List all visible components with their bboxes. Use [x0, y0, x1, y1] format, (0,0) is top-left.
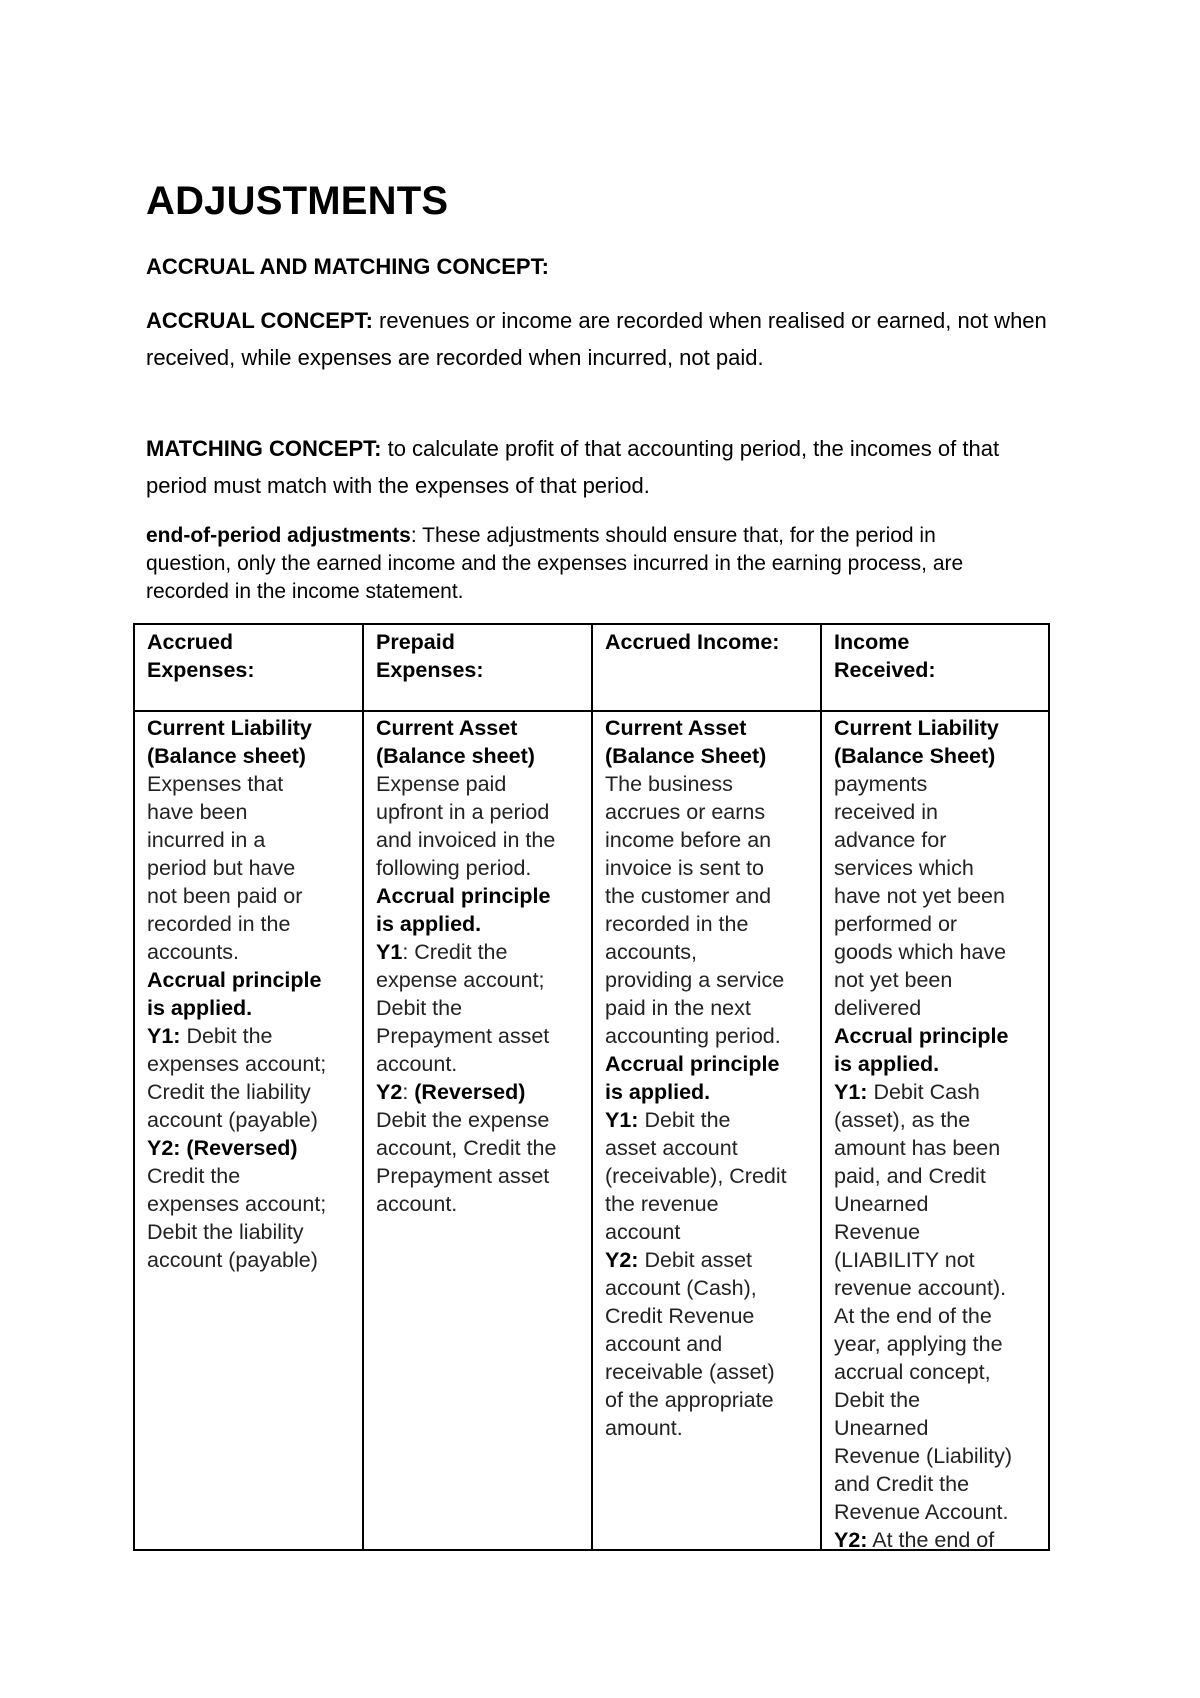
accrual-concept-text: revenues or income are recorded when realised or earned, not when received, while expenses are recorded when incurred, not paid.	[146, 308, 1047, 370]
cell-line: following period.	[376, 856, 532, 880]
cell-line: Revenue	[834, 1220, 921, 1244]
cell-line: Debit the	[376, 996, 463, 1020]
cell-line: account	[605, 1220, 681, 1244]
end-of-period-label: end-of-period adjustments	[146, 524, 411, 547]
matching-concept-text: to calculate profit of that accounting period, the incomes of that period must match with the expenses of that period.	[146, 436, 1000, 498]
cell-line: recorded in the	[147, 912, 291, 936]
bold-text: Y2:	[834, 1528, 868, 1552]
cell-income-received	[822, 714, 1050, 1554]
end-of-period-paragraph	[146, 522, 1016, 606]
cell-text: Debit asset	[638, 1248, 752, 1272]
cell-text: : Credit the	[402, 940, 508, 964]
cell-line	[605, 1106, 814, 1134]
cell-line: year, applying the	[834, 1332, 1003, 1356]
cell-line: is applied.	[605, 1080, 711, 1104]
cell-line: account.	[376, 1052, 458, 1076]
cell-line	[834, 1526, 1042, 1554]
cell-line: advance for	[834, 828, 947, 852]
cell-line: period but have	[147, 856, 296, 880]
cell-line: Accrual principle	[605, 1052, 780, 1076]
cell-line: Expenses that	[147, 772, 284, 796]
cell-line: accounting period.	[605, 1024, 781, 1048]
cell-line: services which	[834, 856, 974, 880]
cell-line: Current Liability	[834, 716, 999, 740]
header-line: Prepaid	[376, 630, 455, 654]
cell-line: account (payable)	[147, 1108, 318, 1132]
cell-line: Credit the	[147, 1164, 241, 1188]
cell-line: not yet been	[834, 968, 953, 992]
header-line: Accrued Income:	[605, 630, 780, 654]
cell-line	[147, 1022, 356, 1050]
cell-line: paid in the next	[605, 996, 751, 1020]
cell-line: expenses account;	[147, 1192, 327, 1216]
header-divider	[135, 710, 1048, 712]
adjustments-table	[133, 623, 1050, 1551]
cell-line: goods which have	[834, 940, 1007, 964]
cell-line: incurred in a	[147, 828, 266, 852]
cell-line: delivered	[834, 996, 922, 1020]
bold-text: Y2	[376, 1080, 403, 1104]
cell-accrued-income	[593, 714, 822, 1442]
cell-line: account.	[376, 1192, 458, 1216]
cell-line: paid, and Credit	[834, 1164, 986, 1188]
cell-line: (Balance sheet)	[376, 744, 535, 768]
cell-line: have not yet been	[834, 884, 1005, 908]
cell-line: providing a service	[605, 968, 785, 992]
bold-text: Y1:	[147, 1024, 181, 1048]
header-prepaid-expenses	[364, 628, 593, 708]
cell-line: and Credit the	[834, 1472, 970, 1496]
matching-concept-paragraph	[146, 430, 1056, 504]
cell-line: account, Credit the	[376, 1136, 557, 1160]
cell-line: Expense paid	[376, 772, 507, 796]
cell-text: Debit Cash	[867, 1080, 980, 1104]
cell-line: expense account;	[376, 968, 545, 992]
cell-line: asset account	[605, 1136, 738, 1160]
cell-line: recorded in the	[605, 912, 749, 936]
cell-line: Prepayment asset	[376, 1024, 550, 1048]
cell-line: the revenue	[605, 1192, 719, 1216]
cell-line: invoice is sent to	[605, 856, 764, 880]
header-line: Expenses:	[376, 658, 484, 682]
section-heading: ACCRUAL AND MATCHING CONCEPT:	[146, 254, 549, 279]
cell-line: Y2: (Reversed)	[147, 1136, 298, 1160]
header-accrued-expenses	[135, 628, 364, 708]
header-line: Expenses:	[147, 658, 255, 682]
cell-line: accrues or earns	[605, 800, 766, 824]
cell-line: is applied.	[376, 912, 482, 936]
accrual-concept-paragraph	[146, 302, 1056, 376]
cell-line: is applied.	[147, 996, 253, 1020]
cell-line: Unearned	[834, 1192, 929, 1216]
cell-line: amount.	[605, 1416, 683, 1440]
bold-text: Y2:	[605, 1248, 639, 1272]
cell-line: Accrual principle	[834, 1024, 1009, 1048]
cell-line: Credit Revenue	[605, 1304, 755, 1328]
cell-line: (Balance Sheet)	[834, 744, 996, 768]
cell-line: Credit the liability	[147, 1080, 311, 1104]
cell-line: Debit the	[834, 1388, 921, 1412]
header-line: Accrued	[147, 630, 234, 654]
cell-line: (receivable), Credit	[605, 1164, 787, 1188]
cell-line: The business	[605, 772, 733, 796]
cell-line: of the appropriate	[605, 1388, 774, 1412]
cell-line: Accrual principle	[376, 884, 551, 908]
cell-line	[376, 938, 585, 966]
cell-text: Debit the	[180, 1024, 273, 1048]
cell-line: received in	[834, 800, 938, 824]
cell-line: have been	[147, 800, 248, 824]
cell-text: Debit the	[638, 1108, 731, 1132]
cell-accrued-expenses	[135, 714, 364, 1274]
cell-line: expenses account;	[147, 1052, 327, 1076]
matching-concept-label: MATCHING CONCEPT:	[146, 436, 382, 461]
cell-line: performed or	[834, 912, 958, 936]
cell-line: (Balance Sheet)	[605, 744, 767, 768]
cell-line	[605, 1246, 814, 1274]
cell-line: receivable (asset)	[605, 1360, 775, 1384]
cell-line: Revenue Account.	[834, 1500, 1009, 1524]
cell-line	[834, 1078, 1042, 1106]
bold-text: Y1:	[605, 1108, 639, 1132]
cell-line: Current Liability	[147, 716, 312, 740]
cell-prepaid-expenses	[364, 714, 593, 1218]
cell-line: not been paid or	[147, 884, 303, 908]
cell-line: is applied.	[834, 1052, 940, 1076]
accrual-concept-label: ACCRUAL CONCEPT:	[146, 308, 373, 333]
bold-text: Y1:	[834, 1080, 868, 1104]
cell-line	[376, 1078, 585, 1106]
cell-line: Prepayment asset	[376, 1164, 550, 1188]
cell-line: Debit the expense	[376, 1108, 550, 1132]
cell-line: account and	[605, 1332, 723, 1356]
cell-text: :	[402, 1080, 415, 1104]
cell-text: At the end of	[867, 1528, 995, 1552]
cell-line: payments	[834, 772, 928, 796]
cell-line: Unearned	[834, 1416, 929, 1440]
bold-text: Y1	[376, 940, 403, 964]
cell-line: accounts,	[605, 940, 698, 964]
cell-line: income before an	[605, 828, 772, 852]
cell-line: (Balance sheet)	[147, 744, 306, 768]
cell-line: Current Asset	[376, 716, 518, 740]
cell-line: Accrual principle	[147, 968, 322, 992]
cell-line: (LIABILITY not	[834, 1248, 975, 1272]
header-accrued-income	[593, 628, 822, 708]
cell-line: amount has been	[834, 1136, 1001, 1160]
header-income-received	[822, 628, 1050, 708]
cell-line: account (payable)	[147, 1248, 318, 1272]
cell-line: Current Asset	[605, 716, 747, 740]
end-of-period-text: : These adjustments should ensure that, for the period in question, only the earned income and the expenses incurred in the earning process, are recorded in the income statement.	[146, 524, 964, 603]
cell-line: upfront in a period	[376, 800, 550, 824]
cell-line: account (Cash),	[605, 1276, 757, 1300]
cell-line: revenue account).	[834, 1276, 1007, 1300]
cell-line: At the end of the	[834, 1304, 992, 1328]
header-line: Income	[834, 630, 910, 654]
bold-text: (Reversed)	[414, 1080, 526, 1104]
cell-line: accrual concept,	[834, 1360, 991, 1384]
cell-line: Debit the liability	[147, 1220, 304, 1244]
page-title: ADJUSTMENTS	[146, 179, 449, 223]
cell-line: (asset), as the	[834, 1108, 971, 1132]
cell-line: the customer and	[605, 884, 772, 908]
header-line: Received:	[834, 658, 936, 682]
cell-line: and invoiced in the	[376, 828, 556, 852]
cell-line: accounts.	[147, 940, 240, 964]
cell-line: Revenue (Liability)	[834, 1444, 1013, 1468]
